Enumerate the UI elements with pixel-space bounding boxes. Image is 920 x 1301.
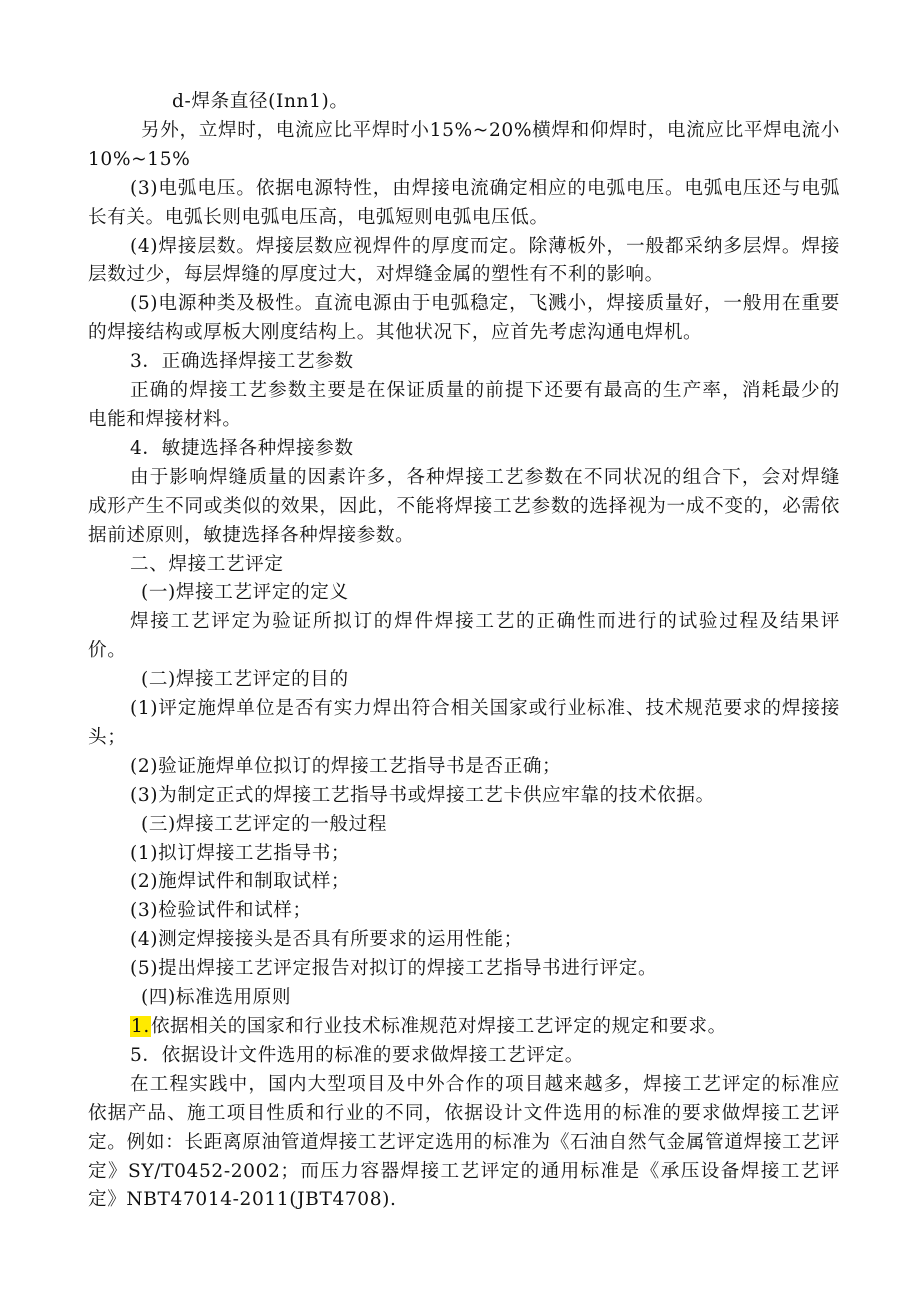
body-paragraph: 焊接工艺评定为验证所拟订的焊件焊接工艺的正确性而进行的试验过程及结果评价。 — [88, 611, 840, 662]
list-item: (2)施焊试件和制取试样； — [130, 871, 351, 893]
body-paragraph: 在工程实践中，国内大型项目及中外合作的项目越来越多，焊接工艺评定的标准应依据产品、施工项目性质和行业的不同，依据设计文件选用的标准的要求做焊接工艺评定。例如：长距离原油管道焊接工艺评定选用的标准为《石油自然气金属管道焊接工艺评定》SY/T0452-2002；而压力容器焊接工艺评定的通用标准是《承压设备焊接工艺评定》NBT47014-2011(JBT4708). — [88, 1073, 840, 1211]
subsection-heading: (三)焊接工艺评定的一般过程 — [141, 813, 388, 835]
subsection-heading: (一)焊接工艺评定的定义 — [141, 582, 349, 604]
section-heading: 5．依据设计文件选用的标准的要求做焊接工艺评定。 — [130, 1044, 584, 1066]
subsection-heading: (四)标准选用原则 — [141, 987, 292, 1009]
list-item: (1)评定施焊单位是否有实力焊出符合相关国家或行业标准、技术规范要求的焊接接头； — [88, 698, 840, 748]
list-item: (2)验证施焊单位拟订的焊接工艺指导书是否正确； — [130, 755, 562, 777]
list-item: (4)焊接层数。焊接层数应视焊件的厚度而定。除薄板外，一般都采纳多层焊。焊接层数过少，每层焊缝的厚度过大，对焊缝金属的塑性有不利的影响。 — [88, 235, 840, 286]
section-heading: 3．正确选择焊接工艺参数 — [130, 351, 354, 373]
list-item: (5)电源种类及极性。直流电源由于电弧稳定，飞溅小，焊接质量好，一般用在重要的焊接结构或厚板大刚度结构上。其他状况下，应首先考虑沟通电焊机。 — [88, 293, 840, 344]
list-item: (3)为制定正式的焊接工艺指导书或焊接工艺卡供应牢靠的技术依据。 — [130, 784, 715, 806]
body-paragraph: 另外，立焊时，电流应比平焊时小15%~20%横焊和仰焊时，电流应比平焊电流小10%~15% — [88, 119, 840, 170]
document-page — [88, 88, 840, 1215]
highlighted-list-item — [88, 1013, 840, 1042]
section-heading: 4．敏捷选择各种焊接参数 — [130, 437, 354, 459]
body-paragraph: 正确的焊接工艺参数主要是在保证质量的前提下还要有最高的生产率，消耗最少的电能和焊接材料。 — [88, 380, 840, 430]
body-paragraph: 由于影响焊缝质量的因素许多，各种焊接工艺参数在不同状况的组合下，会对焊缝成形产生不同或类似的效果，因此，不能将焊接工艺参数的选择视为一成不变的，必需依据前述原则，敏捷选择各种焊接参数。 — [88, 466, 840, 546]
list-item: (3)电弧电压。依据电源特性，由焊接电流确定相应的电弧电压。电弧电压还与电弧长有关。电弧长则电弧电压高，电弧短则电弧电压低。 — [88, 177, 840, 228]
highlighted-marker: 1. — [131, 1016, 150, 1037]
list-item: (5)提出焊接工艺评定报告对拟订的焊接工艺指导书进行评定。 — [130, 958, 658, 980]
list-item: (4)测定焊接接头是否具有所要求的运用性能； — [130, 929, 523, 951]
list-item: (3)检验试件和试样； — [130, 900, 312, 922]
subsection-heading: (二)焊接工艺评定的目的 — [141, 669, 349, 691]
chapter-heading: 二、焊接工艺评定 — [130, 553, 284, 575]
list-item-text: 依据相关的国家和行业技术标准规范对焊接工艺评定的规定和要求。 — [150, 1016, 727, 1037]
list-item: (1)拟订焊接工艺指导书； — [130, 842, 351, 864]
formula-variable-note: d-焊条直径(Inn1)。 — [172, 91, 349, 112]
